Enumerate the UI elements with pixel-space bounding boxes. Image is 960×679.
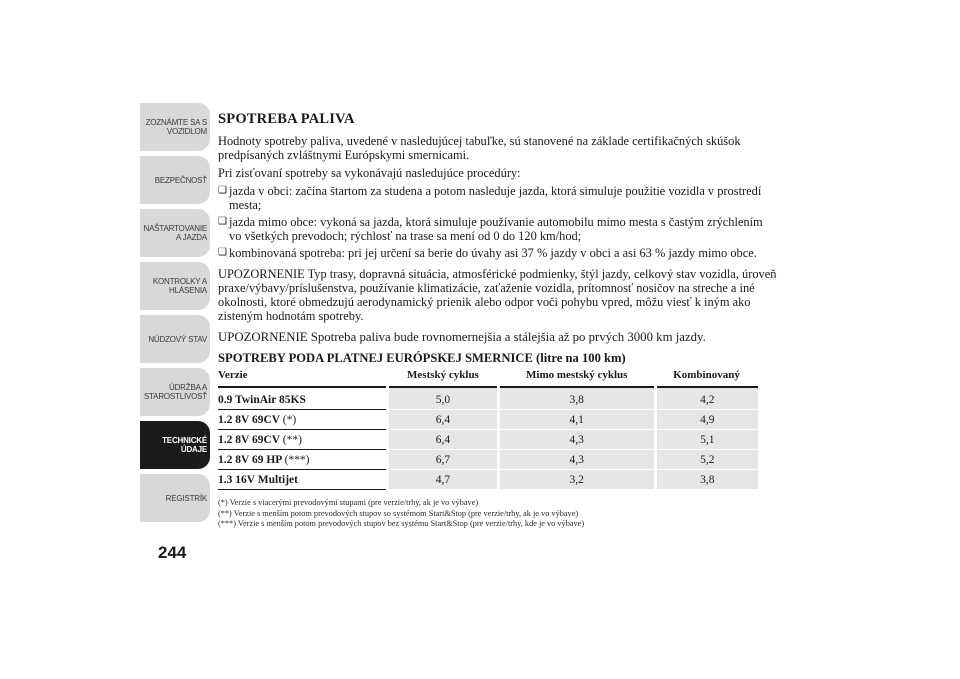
city-cycle-cell: 5,0 <box>388 387 499 410</box>
combined-cell: 3,8 <box>655 470 758 490</box>
footnote-mark: (*) <box>282 413 297 426</box>
tab-nastartovanie-a-jazda[interactable] <box>140 209 210 257</box>
version-name: 1.2 8V 69 HP <box>218 453 282 466</box>
procedures-intro: Pri zisťovaní spotreby sa vykonávajú nasledujúce procedúry: <box>218 166 521 180</box>
version-cell <box>218 387 388 410</box>
extra-urban-cell: 3,2 <box>498 470 655 490</box>
column-header: Mestský cyklus <box>388 367 499 387</box>
tab-label: ZOZNÁMTE SA S VOZIDLOM <box>145 118 207 136</box>
tab-label: REGISTRÍK <box>165 493 207 503</box>
tab-label: KONTROLKY A HLÁSENIA <box>152 277 207 295</box>
tab-label: NÚDZOVÝ STAV <box>148 334 207 344</box>
procedure-list <box>218 184 778 260</box>
footnote-mark: (***) <box>284 453 310 466</box>
version-name: 1.2 8V 69CV <box>218 413 280 426</box>
combined-cell: 4,9 <box>655 410 758 430</box>
main-content <box>218 112 778 530</box>
version-name: 1.2 8V 69CV <box>218 433 280 446</box>
version-cell <box>218 470 388 490</box>
footnote-mark: (**) <box>282 433 302 446</box>
page-number: 244 <box>158 543 187 562</box>
city-cycle-cell: 6,4 <box>388 430 499 450</box>
tab-technicke-udaje[interactable] <box>140 421 210 469</box>
version-cell <box>218 430 388 450</box>
list-item: ❑ jazda v obci: začína štartom za studena a potom nasleduje jazda, ktorá simuluje použitie vozidla v prostredí mesta; <box>218 184 778 212</box>
table-footnotes <box>218 498 778 530</box>
notice-paragraph: UPOZORNENIE Typ trasy, dopravná situácia, atmosférické podmienky, štýl jazdy, celkový stav vozidla, úroveň praxe/výbavy/príslušenstva, používanie klimatizácie, zaťaženie vozidla, prítomnosť nosičov na streche a iné okolnosti, ktoré obmedzujú aerodynamický prienik alebo odpor voči pohybu vpred, môžu viesť k iným ako zisteným hodnotám spotreby. <box>218 267 777 323</box>
list-item: ❑ kombinovaná spotreba: pri jej určení sa berie do úvahy asi 37 % jazdy v obci a asi 63 % jazdy mimo obce. <box>218 246 778 260</box>
city-cycle-cell: 6,4 <box>388 410 499 430</box>
footnote: (***) Verzie s menším potom prevodových stupov bez systému Start&Stop (pre verzie/trhy, kde je vo výbave) <box>218 519 585 528</box>
table-row <box>218 450 758 470</box>
extra-urban-cell: 4,3 <box>498 430 655 450</box>
table-row <box>218 470 758 490</box>
list-item: ❑ jazda mimo obce: vykoná sa jazda, ktorá simuluje používanie automobilu mimo mesta s častým zrýchlením vo všetkých prevodoch; rýchlosť na trase sa mení od 0 do 120 km/hod; <box>218 215 778 243</box>
combined-cell: 5,1 <box>655 430 758 450</box>
tab-bezpecnost[interactable] <box>140 156 210 204</box>
column-header: Kombinovaný <box>655 367 758 387</box>
combined-cell: 5,2 <box>655 450 758 470</box>
chapter-sidebar <box>140 103 210 527</box>
column-header: Verzie <box>218 367 388 387</box>
tab-udrzba-a-starostlivost[interactable] <box>140 368 210 416</box>
city-cycle-cell: 4,7 <box>388 470 499 490</box>
intro-paragraph: Hodnoty spotreby paliva, uvedené v nasledujúcej tabuľke, sú stanovené na základe certifikačných skúšok predpísaných zvláštnymi Európskymi smernicami. <box>218 134 741 162</box>
table-row <box>218 430 758 450</box>
table-header-row <box>218 367 758 387</box>
version-name: 0.9 TwinAir 85KS <box>218 393 306 406</box>
column-header: Mimo mestský cyklus <box>498 367 655 387</box>
extra-urban-cell: 4,3 <box>498 450 655 470</box>
version-cell <box>218 450 388 470</box>
version-name: 1.3 16V Multijet <box>218 473 298 486</box>
tab-registrik[interactable] <box>140 474 210 522</box>
combined-cell: 4,2 <box>655 387 758 410</box>
section-title: SPOTREBA PALIVA <box>218 111 355 127</box>
city-cycle-cell: 6,7 <box>388 450 499 470</box>
footnote: (*) Verzie s viacerými prevodovými stupami (pre verzie/trhy, ak je vo výbave) <box>218 498 479 507</box>
tab-nudzovy-stav[interactable] <box>140 315 210 363</box>
tab-label: NAŠTARTOVANIE A JAZDA <box>143 224 207 242</box>
extra-urban-cell: 3,8 <box>498 387 655 410</box>
table-row <box>218 387 758 410</box>
tab-kontrolky-a-hlasenia[interactable] <box>140 262 210 310</box>
extra-urban-cell: 4,1 <box>498 410 655 430</box>
tab-label: BEZPEČNOSŤ <box>154 175 207 185</box>
tab-label: ÚDRŽBA A STAROSTLIVOSŤ <box>143 383 207 401</box>
footnote: (**) Verzie s menším potom prevodových stupov so systémom Start&Stop (pre verzie/trhy, ak je vo výbave) <box>218 508 579 518</box>
notice-paragraph: UPOZORNENIE Spotreba paliva bude rovnomernejšia a stálejšia až po prvých 3000 km jazdy. <box>218 330 706 344</box>
tab-label: TECHNICKÉ ÚDAJE <box>162 436 207 454</box>
tab-zoznamte-sa-s-vozidlom[interactable] <box>140 103 210 151</box>
table-title: SPOTREBY PODA PLATNEJ EURÓPSKEJ SMERNICE (litre na 100 km) <box>218 351 626 365</box>
consumption-table <box>218 367 758 490</box>
table-row <box>218 410 758 430</box>
version-cell <box>218 410 388 430</box>
